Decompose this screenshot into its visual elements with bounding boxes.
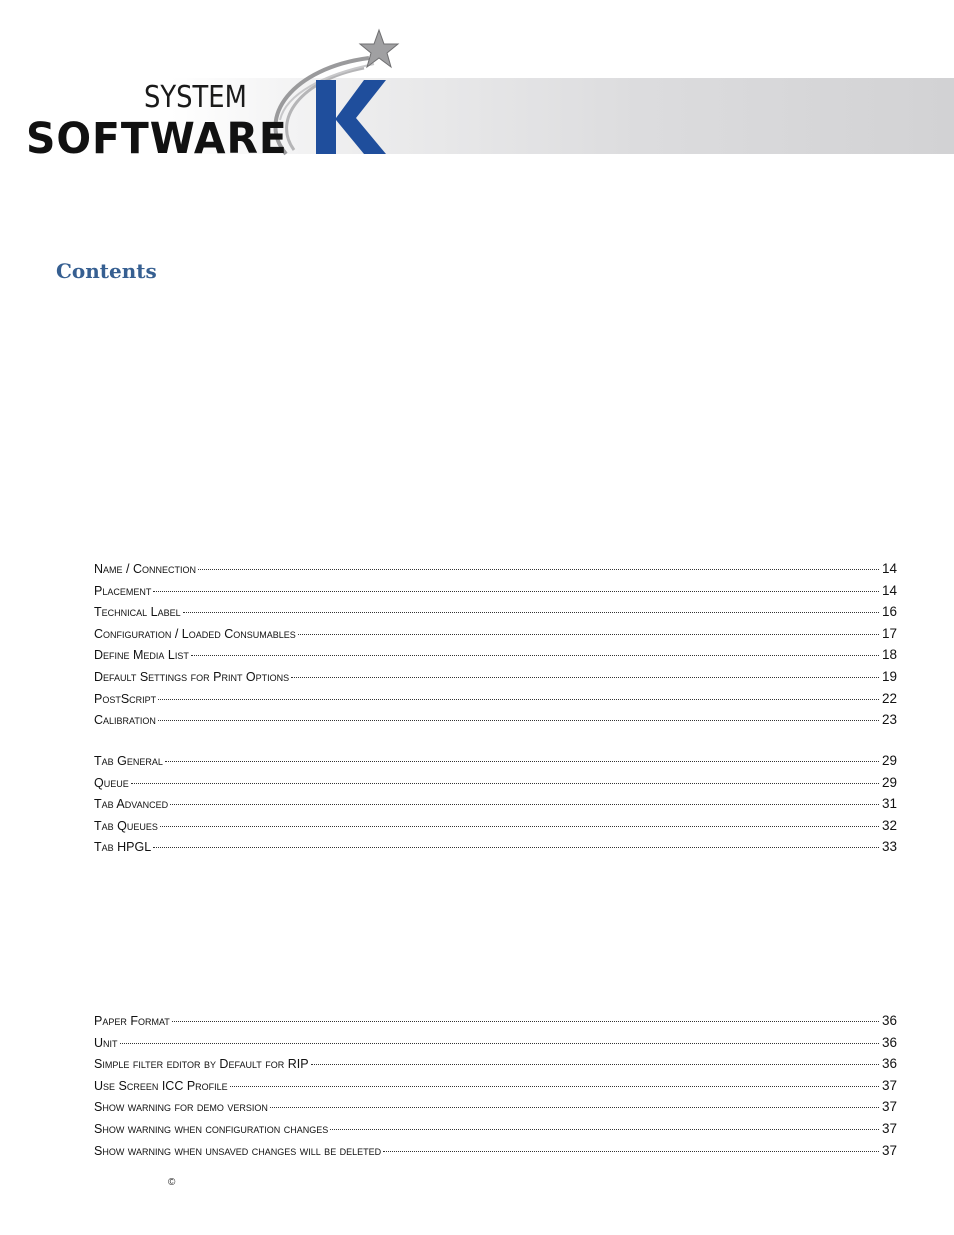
toc-page-number: 33 [881, 839, 897, 855]
toc-page-number: 19 [881, 668, 897, 684]
toc-dot-leader [172, 1020, 879, 1022]
toc-entry-label: Show warning for demo version [94, 1100, 268, 1115]
toc-page-number: 23 [881, 712, 897, 728]
toc-entry[interactable] [94, 1096, 897, 1118]
toc-page-number: 18 [881, 647, 897, 663]
toc-dot-leader [270, 1106, 879, 1108]
toc-page-number: 29 [881, 774, 897, 790]
toc-page-number: 37 [881, 1120, 897, 1136]
toc-page-number: 29 [881, 753, 897, 768]
toc-dot-leader [170, 803, 879, 805]
toc-entry[interactable] [94, 666, 897, 688]
toc-dot-leader [230, 1085, 879, 1087]
toc-entry-label: Queue [94, 775, 129, 790]
toc-entry-label: Tab Queues [94, 818, 158, 833]
toc-entry-label: Simple filter editor by Default for RIP [94, 1057, 309, 1072]
toc-page-number: 36 [881, 1034, 897, 1050]
toc-entry-label: Name / Connection [94, 562, 196, 576]
toc-dot-leader [183, 611, 879, 613]
toc-entry-label: Technical Label [94, 605, 181, 620]
toc-dot-leader [153, 590, 879, 592]
toc-entry-label: Unit [94, 1035, 118, 1050]
toc-entry-label: Placement [94, 583, 152, 598]
toc-group-1 [94, 558, 897, 731]
toc-entry[interactable] [94, 688, 897, 710]
toc-page-number: 16 [881, 604, 897, 620]
toc-page-number: 14 [881, 582, 897, 598]
toc-page-number: 17 [881, 625, 897, 641]
toc-dot-leader [191, 654, 879, 656]
toc-entry[interactable] [94, 836, 897, 858]
toc-entry-label: Configuration / Loaded Consumables [94, 626, 296, 641]
toc-entry[interactable] [94, 1032, 897, 1054]
toc-dot-leader [160, 825, 879, 827]
toc-entry[interactable] [94, 558, 897, 580]
toc-entry-label: Define Media List [94, 648, 189, 663]
toc-page-number: 31 [881, 796, 897, 812]
logo-text-system: SYSTEM [144, 80, 247, 115]
toc-dot-leader [131, 782, 879, 784]
toc-page-number: 14 [881, 561, 897, 576]
system-software-k-logo [24, 28, 424, 164]
toc-dot-leader [330, 1128, 879, 1130]
toc-entry-label: PostScript [94, 691, 157, 706]
toc-dot-leader [383, 1150, 879, 1152]
toc-entry-label: Default Settings for Print Options [94, 669, 290, 684]
toc-group-3 [94, 1010, 897, 1161]
toc-entry-label: Show warning when configuration changes [94, 1121, 329, 1136]
toc-entry[interactable] [94, 815, 897, 837]
toc-dot-leader [158, 719, 879, 721]
toc-entry-label: Tab Advanced [94, 797, 169, 812]
toc-group-2 [94, 750, 897, 858]
toc-dot-leader [120, 1042, 879, 1044]
toc-entry[interactable] [94, 750, 897, 772]
toc-dot-leader [291, 676, 879, 678]
toc-entry[interactable] [94, 1140, 897, 1162]
toc-entry-label: Tab HPGL [94, 840, 152, 855]
toc-entry[interactable] [94, 1010, 897, 1032]
toc-entry[interactable] [94, 623, 897, 645]
toc-dot-leader [298, 633, 879, 635]
toc-entry-label: Show warning when unsaved changes will be deleted [94, 1143, 382, 1158]
toc-entry[interactable] [94, 793, 897, 815]
toc-entry[interactable] [94, 1053, 897, 1075]
toc-entry[interactable] [94, 1118, 897, 1140]
toc-dot-leader [158, 698, 879, 700]
toc-entry-label: Calibration [94, 713, 156, 728]
toc-dot-leader [198, 568, 879, 570]
toc-entry-label: Paper Format [94, 1014, 170, 1028]
toc-entry[interactable] [94, 644, 897, 666]
toc-dot-leader [311, 1063, 879, 1065]
toc-entry[interactable] [94, 580, 897, 602]
toc-entry[interactable] [94, 772, 897, 794]
toc-page-number: 22 [881, 690, 897, 706]
copyright-notice: © [168, 1177, 176, 1188]
toc-page-number: 32 [881, 817, 897, 833]
toc-entry-label: Use Screen ICC Profile [94, 1078, 228, 1093]
toc-entry[interactable] [94, 601, 897, 623]
toc-page-number: 37 [881, 1142, 897, 1158]
toc-dot-leader [165, 760, 879, 762]
page-title: Contents [56, 259, 157, 283]
logo-text-software: SOFTWARE [26, 114, 288, 164]
toc-page-number: 37 [881, 1077, 897, 1093]
toc-page-number: 36 [881, 1013, 897, 1028]
toc-entry[interactable] [94, 709, 897, 731]
toc-entry[interactable] [94, 1075, 897, 1097]
toc-entry-label: Tab General [94, 754, 163, 768]
toc-page-number: 36 [881, 1056, 897, 1072]
toc-page-number: 37 [881, 1099, 897, 1115]
toc-dot-leader [153, 846, 879, 848]
